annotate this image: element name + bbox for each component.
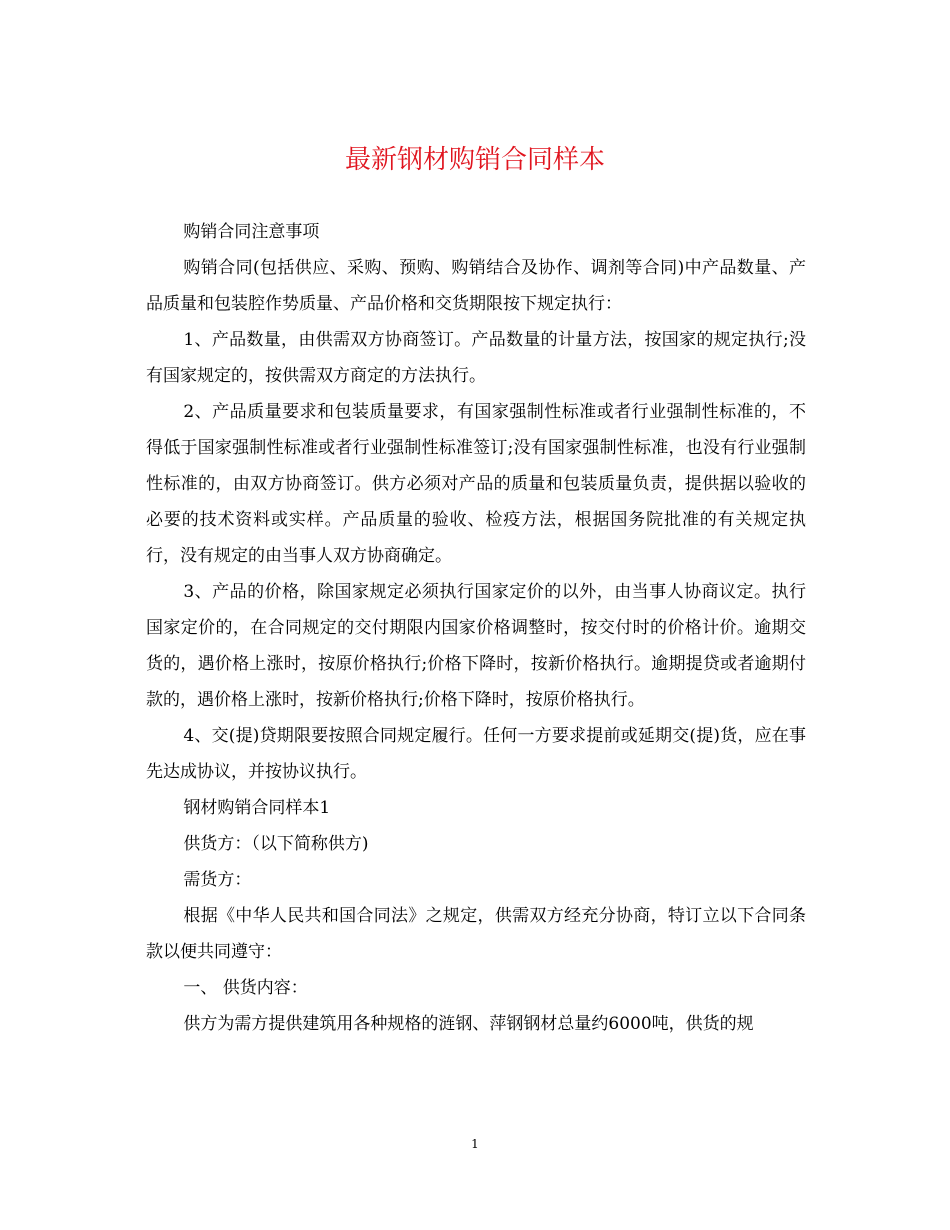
paragraph-buyer: 需货方： bbox=[183, 870, 252, 890]
paragraph-item-2: 2、产品质量要求和包装质量要求，有国家强制性标准或者行业强制性标准的，不得低于国家强制性标准或者行业强制性标准签订;没有国家强制性标准，也没有行业强制性标准的，由双方协商签订。供方必须对产品的质量和包装质量负责，提供据以验收的必要的技术资料或实样。产品质量的验收、检疫方法，根据国务院批准的有关规定执行，没有规定的由当事人双方协商确定。 bbox=[146, 402, 806, 566]
page-number: 1 bbox=[471, 1137, 479, 1151]
paragraph-sample-heading: 钢材购销合同样本1 bbox=[183, 798, 331, 818]
document-body bbox=[146, 214, 806, 1042]
paragraph-supply-content: 供方为需方提供建筑用各种规格的涟钢、萍钢钢材总量约6000吨，供货的规 bbox=[183, 1014, 754, 1034]
paragraph-notice-heading: 购销合同注意事项 bbox=[183, 222, 320, 242]
paragraph-legal-basis: 根据《中华人民共和国合同法》之规定，供需双方经充分协商，特订立以下合同条款以便共同遵守： bbox=[146, 906, 806, 962]
paragraph-supplier: 供货方：（以下简称供方) bbox=[183, 834, 369, 854]
paragraph-item-3: 3、产品的价格，除国家规定必须执行国家定价的以外，由当事人协商议定。执行国家定价的，在合同规定的交付期限内国家价格调整时，按交付时的价格计价。逾期交货的，遇价格上涨时，按原价格执行;价格下降时，按新价格执行。逾期提贷或者逾期付款的，遇价格上涨时，按新价格执行;价格下降时，按原价格执行。 bbox=[146, 582, 806, 710]
document-title: 最新钢材购销合同样本 bbox=[344, 145, 605, 175]
paragraph-item-1: 1、产品数量，由供需双方协商签订。产品数量的计量方法，按国家的规定执行;没有国家规定的，按供需双方商定的方法执行。 bbox=[146, 330, 806, 386]
paragraph-intro: 购销合同(包括供应、采购、预购、购销结合及协作、调剂等合同)中产品数量、产品质量和包装腔作势质量、产品价格和交货期限按下规定执行： bbox=[146, 258, 806, 314]
paragraph-item-4: 4、交(提)贷期限要按照合同规定履行。任何一方要求提前或延期交(提)货，应在事先达成协议，并按协议执行。 bbox=[146, 726, 806, 782]
paragraph-section-one-heading: 一、 供货内容： bbox=[183, 978, 308, 998]
